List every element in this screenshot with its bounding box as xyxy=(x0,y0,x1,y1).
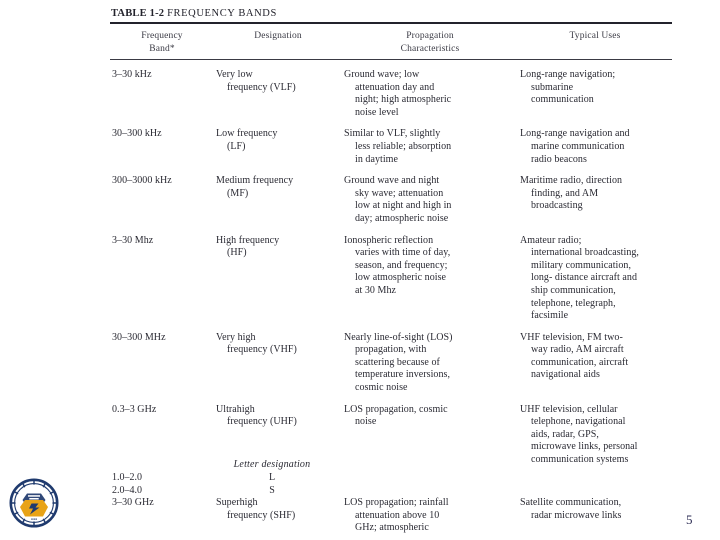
letter-designation-title: Letter designation xyxy=(233,459,311,470)
cell-frequency-band xyxy=(110,128,214,166)
cell-line: 0.3–3 GHz xyxy=(112,403,157,415)
frequency-bands-table xyxy=(110,8,672,467)
cell-line: 30–300 MHz xyxy=(112,331,166,343)
page-number: 5 xyxy=(686,512,693,527)
header-line-2: Band* xyxy=(149,43,175,54)
table-row xyxy=(110,395,672,467)
cell-line: navigational aids xyxy=(531,369,600,381)
cell-line: propagation, with xyxy=(355,344,427,356)
table-header-row xyxy=(110,24,672,59)
cell-line: Nearly line-of-sight (LOS) xyxy=(344,331,453,343)
table-row xyxy=(110,166,672,225)
cell-typical-uses xyxy=(518,332,672,395)
cell-line: communication xyxy=(531,94,594,106)
cell-line: season, and frequency; xyxy=(355,259,448,271)
cell-line: Low frequency xyxy=(216,128,278,140)
cell-line: 3–30 GHz xyxy=(112,497,154,508)
cell-line: long- distance aircraft and xyxy=(531,272,638,284)
cell-line: at 30 Mhz xyxy=(355,284,396,296)
cell-propagation-characteristics xyxy=(342,128,518,166)
cell-line: attenuation above 10 xyxy=(355,509,440,521)
cell-line: (HF) xyxy=(227,247,247,259)
letter-designation-row xyxy=(110,484,672,497)
cell-line: less reliable; absorption xyxy=(355,140,452,152)
cell-line: frequency (UHF) xyxy=(227,416,297,428)
cell-line: (LF) xyxy=(227,140,246,152)
cell-line: 300–3000 kHz xyxy=(112,175,172,187)
cell-line: High frequency xyxy=(216,234,280,246)
table-body xyxy=(110,60,672,467)
cell-line: VHF television, FM two- xyxy=(520,331,623,343)
cell-designation xyxy=(214,497,342,535)
cell-designation xyxy=(214,128,342,166)
svg-text:●●●: ●●● xyxy=(30,517,38,522)
cell-line: Long-range navigation; xyxy=(520,69,616,80)
cell-propagation-characteristics xyxy=(342,235,518,323)
column-header-frequency-band xyxy=(110,30,214,55)
letter-designation-letter: S xyxy=(269,485,275,496)
table-caption xyxy=(110,8,672,19)
cell-line: day; atmospheric noise xyxy=(355,212,449,224)
cell-propagation-characteristics xyxy=(342,332,518,395)
letter-designation-row xyxy=(110,471,672,484)
cell-line: UHF television, cellular xyxy=(520,403,618,415)
cell-line: 3–30 Mhz xyxy=(112,234,154,246)
cell-line: Long-range navigation and xyxy=(520,128,630,140)
cell-line: finding, and AM xyxy=(531,187,599,199)
cell-line: Similar to VLF, slightly xyxy=(344,128,441,140)
cell-line: scattering because of xyxy=(355,356,440,368)
cell-frequency-band xyxy=(110,497,214,535)
cell-frequency-band xyxy=(110,235,214,323)
cell-line: 3–30 kHz xyxy=(112,69,152,80)
cell-line: Amateur radio; xyxy=(520,234,582,246)
table-row xyxy=(110,323,672,395)
cell-line: telephone, navigational xyxy=(531,416,626,428)
cell-line: GHz; atmospheric xyxy=(355,522,429,534)
cell-line: way radio, AM aircraft xyxy=(531,344,624,356)
cell-line: Very low xyxy=(216,69,253,80)
cell-line: night; high atmospheric xyxy=(355,94,452,106)
cell-line: radar microwave links xyxy=(531,509,622,521)
header-line-1: Frequency xyxy=(141,31,183,41)
letter-designation-section xyxy=(110,458,672,535)
cell-line: broadcasting xyxy=(531,200,583,212)
cell-line: noise level xyxy=(355,106,399,118)
cell-propagation-characteristics xyxy=(342,69,518,119)
cell-typical-uses xyxy=(518,497,672,535)
cell-line: microwave links, personal xyxy=(531,441,638,453)
cell-line: Ground wave; low xyxy=(344,69,420,80)
cell-line: (MF) xyxy=(227,187,249,199)
cell-line: facsimile xyxy=(531,310,569,322)
cell-line: 30–300 kHz xyxy=(112,128,162,140)
table-row-shf xyxy=(110,497,672,535)
table-caption-label: TABLE 1-2 xyxy=(111,8,165,19)
cell-line: in daytime xyxy=(355,153,398,165)
cell-line: low atmospheric noise xyxy=(355,272,447,284)
cell-line: varies with time of day, xyxy=(355,247,451,259)
letter-designation-range: 1.0–2.0 xyxy=(112,472,142,483)
table-row xyxy=(110,119,672,166)
cell-propagation-characteristics xyxy=(342,497,518,535)
cell-line: Satellite communication, xyxy=(520,497,622,508)
cell-line: Ionospheric reflection xyxy=(344,234,434,246)
cell-designation xyxy=(214,175,342,225)
cell-designation xyxy=(214,332,342,395)
cell-frequency-band xyxy=(110,175,214,225)
cell-line: submarine xyxy=(531,81,574,93)
cell-designation xyxy=(214,69,342,119)
cell-typical-uses xyxy=(518,175,672,225)
cell-frequency-band xyxy=(110,332,214,395)
cell-frequency-band xyxy=(110,69,214,119)
table-row xyxy=(110,226,672,323)
column-header-designation xyxy=(214,30,342,55)
cell-line: marine communication xyxy=(531,140,625,152)
cell-line: Very high xyxy=(216,331,256,343)
cell-line: LOS propagation; rainfall xyxy=(344,497,449,508)
cell-designation xyxy=(214,235,342,323)
letter-designation-entries xyxy=(110,471,672,497)
cell-line: telephone, telegraph, xyxy=(531,297,616,309)
cell-line: radio beacons xyxy=(531,153,587,165)
cell-line: Ultrahigh xyxy=(216,403,255,415)
cell-line: communication systems xyxy=(531,454,629,466)
cell-propagation-characteristics xyxy=(342,175,518,225)
cell-line: frequency (VHF) xyxy=(227,344,297,356)
table-caption-title: FREQUENCY BANDS xyxy=(167,8,277,19)
cell-typical-uses xyxy=(518,235,672,323)
letter-designation-range: 2.0–4.0 xyxy=(112,485,142,496)
cell-line: temperature inversions, xyxy=(355,369,451,381)
cell-line: sky wave; attenuation xyxy=(355,187,444,199)
cell-line: Maritime radio, direction xyxy=(520,175,623,187)
cell-line: aids, radar, GPS, xyxy=(531,428,599,440)
institutional-seal-logo xyxy=(8,477,60,529)
cell-line: low at night and high in xyxy=(355,200,452,212)
cell-line: noise xyxy=(355,416,377,428)
cell-line: Superhigh xyxy=(216,497,258,508)
cell-line: international broadcasting, xyxy=(531,247,639,259)
header-line-1: Typical Uses xyxy=(569,31,621,41)
table-row xyxy=(110,60,672,119)
cell-typical-uses xyxy=(518,128,672,166)
cell-line: cosmic noise xyxy=(355,382,408,394)
cell-line: Medium frequency xyxy=(216,175,294,187)
table-row-shf xyxy=(110,497,672,535)
cell-line: frequency (SHF) xyxy=(227,509,296,521)
cell-line: LOS propagation, cosmic xyxy=(344,403,448,415)
header-line-1: Designation xyxy=(254,31,302,41)
cell-line: ship communication, xyxy=(531,284,616,296)
column-header-propagation-characteristics xyxy=(342,30,518,55)
letter-designation-letter: L xyxy=(268,472,276,483)
column-header-typical-uses xyxy=(518,30,672,55)
cell-line: attenuation day and xyxy=(355,81,435,93)
cell-line: communication, aircraft xyxy=(531,356,629,368)
header-line-1: Propagation xyxy=(406,31,454,41)
cell-line: Ground wave and night xyxy=(344,175,440,187)
cell-line: frequency (VLF) xyxy=(227,81,296,93)
cell-typical-uses xyxy=(518,69,672,119)
letter-designation-header xyxy=(110,458,672,471)
header-line-2: Characteristics xyxy=(400,43,460,54)
cell-line: military communication, xyxy=(531,259,632,271)
